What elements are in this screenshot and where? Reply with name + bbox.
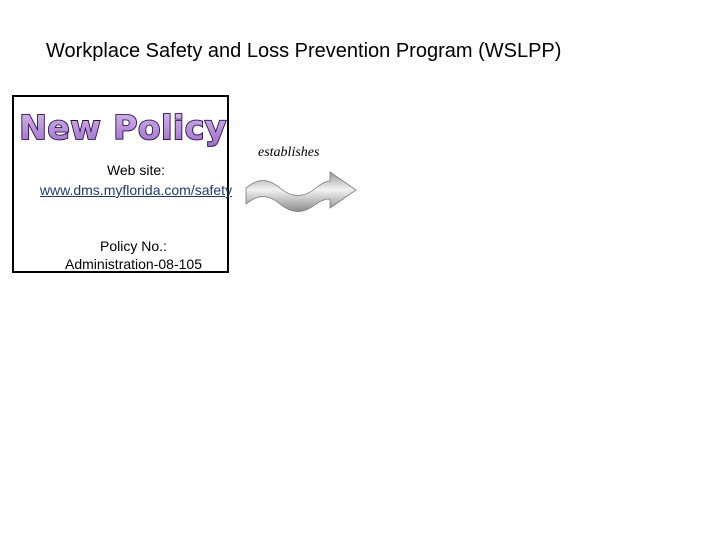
web-site-label: Web site: [106,162,166,178]
page-title: Workplace Safety and Loss Prevention Program (WSLPP) [46,40,562,62]
web-site-link[interactable]: www.dms.myflorida.com/safety [39,182,233,198]
connector-label: establishes [258,145,320,160]
logo-text: New Policy [19,108,227,147]
policy-number-label: Policy No.: [100,238,167,254]
policy-info-box [12,95,233,273]
wavy-arrow-icon [244,168,360,212]
policy-number-value: Administration-08-105 [65,256,202,272]
policy-number [16,237,251,273]
new-policy-logo [19,105,227,149]
